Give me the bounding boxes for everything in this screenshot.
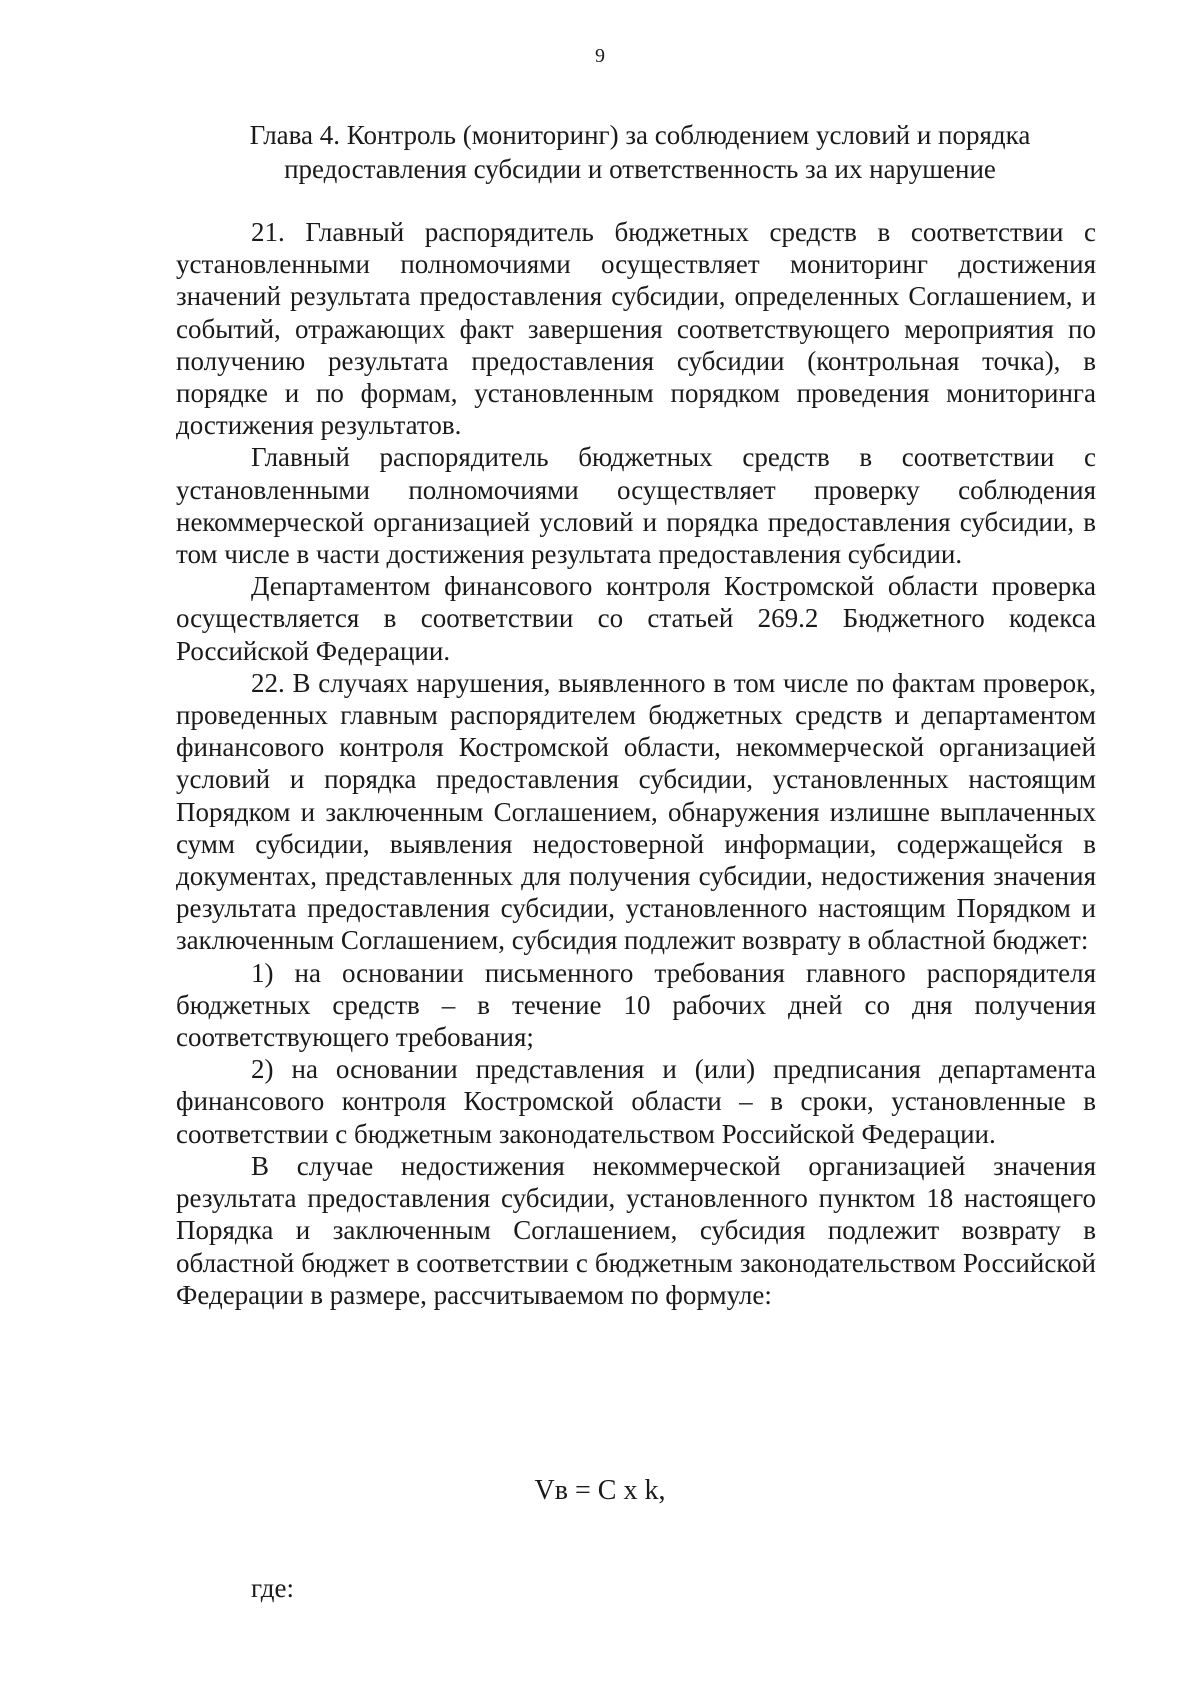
paragraph-monitoring-check: Главный распорядитель бюджетных средств в соответствии с установленными полномочиями осуществляет проверку соблюдения некоммерческой организацией условий и порядка предоставления субсидии, в том числе в части достижения результата предоставления субсидии. — [176, 442, 1096, 570]
paragraph-22: 22. В случаях нарушения, выявленного в том числе по фактам проверок, проведенных главным распорядителем бюджетных средств и департаментом финансового контроля Костромской области, некоммерческой организацией условий и порядка предоставления субсидии, установленных настоящим Порядком и заключенным Соглашением, обнаружения излишне выплаченных сумм субсидии, выявления недостоверной информации, содержащейся в документах, представленных для получения субсидии, недостижения значения результата предоставления субсидии, установленного настоящим Порядком и заключенным Соглашением, субсидия подлежит возврату в областной бюджет: — [176, 667, 1096, 956]
document-body — [176, 216, 1096, 1311]
formula: Vв = C x k, — [534, 1475, 666, 1506]
page-number: 9 — [595, 45, 605, 67]
list-item-1: 1) на основании письменного требования главного распорядителя бюджетных средств – в течение 10 рабочих дней со дня получения соответствующего требования; — [176, 957, 1096, 1053]
chapter-heading-line-1: Глава 4. Контроль (мониторинг) за соблюдением условий и порядка — [249, 120, 1031, 150]
paragraph-financial-control: Департаментом финансового контроля Костромской области проверка осуществляется в соответствии со статьей 269.2 Бюджетного кодекса Российской Федерации. — [176, 571, 1096, 666]
paragraph-21: 21. Главный распорядитель бюджетных средств в соответствии с установленными полномочиями осуществляет мониторинг достижения значений результата предоставления субсидии, определенных Соглашением, и событий, отражающих факт завершения соответствующего мероприятия по получению результата предоставления субсидии (контрольная точка), в порядке и по формам, установленным порядком проведения мониторинга достижения результатов. — [176, 217, 1096, 441]
where-label: где: — [251, 1573, 294, 1603]
chapter-heading — [180, 118, 1100, 186]
chapter-heading-line-2: предоставления субсидии и ответственность за их нарушение — [284, 154, 996, 184]
list-item-2: 2) на основании представления и (или) предписания департамента финансового контроля Костромской области – в сроки, установленные в соответствии с бюджетным законодательством Российской Федерации. — [176, 1054, 1096, 1149]
paragraph-non-achievement: В случае недостижения некоммерческой организацией значения результата предоставления субсидии, установленного пунктом 18 настоящего Порядка и заключенным Соглашением, субсидия подлежит возврату в областной бюджет в соответствии с бюджетным законодательством Российской Федерации в размере, рассчитываемом по формуле: — [176, 1150, 1096, 1310]
